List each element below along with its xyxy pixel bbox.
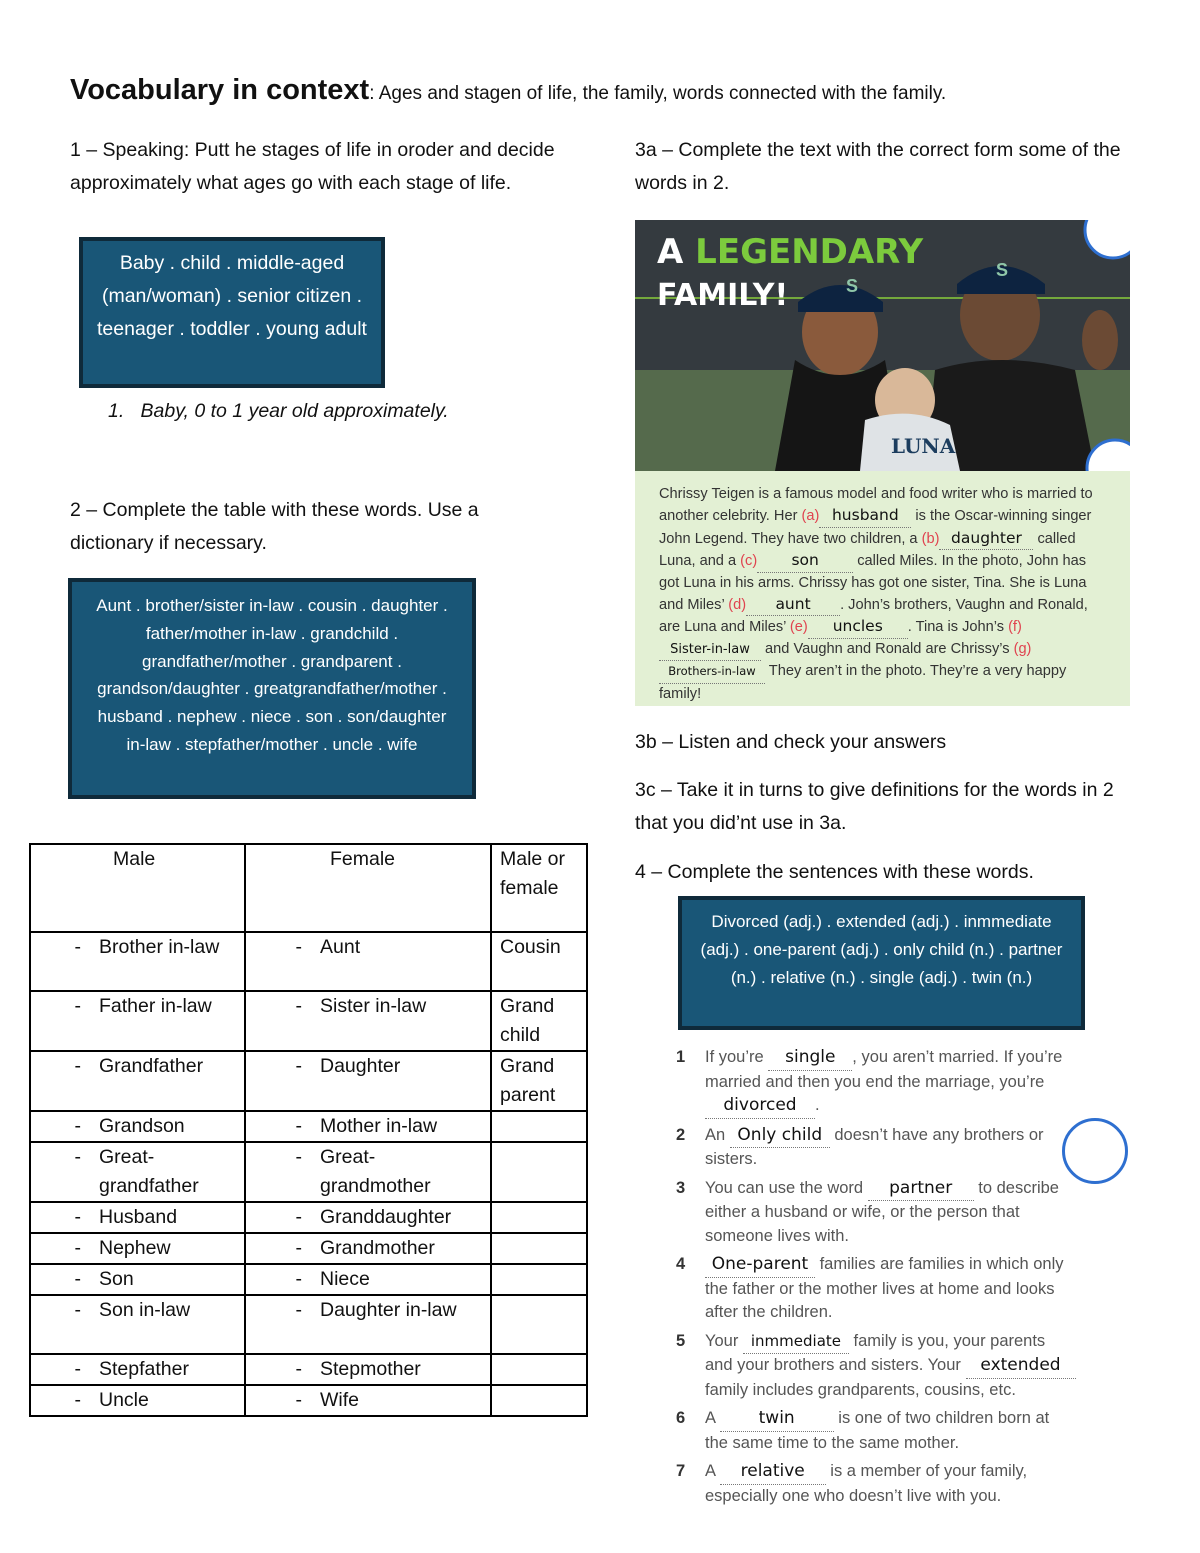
table-row xyxy=(30,1385,587,1416)
female-cell: Sister in-law xyxy=(320,995,427,1017)
dash: - xyxy=(295,1206,302,1228)
male-cell: Grandson xyxy=(99,1115,185,1137)
headline-legendary: LEGENDARY xyxy=(695,232,924,272)
answer: inmmediate xyxy=(743,1330,849,1355)
table-row xyxy=(30,1264,587,1295)
sentence-text: family includes grandparents, cousins, etc. xyxy=(705,1380,1016,1399)
female-cell: Stepmother xyxy=(320,1358,421,1380)
dash: - xyxy=(74,1237,81,1259)
headline-a: A xyxy=(657,232,684,272)
female-cell: Daughter in-law xyxy=(320,1299,457,1321)
ex1-answer xyxy=(108,400,449,423)
female-cell: Mother in-law xyxy=(320,1115,438,1137)
sentence-text: An xyxy=(705,1125,730,1144)
table-row xyxy=(30,932,587,991)
cap-logo: S xyxy=(996,260,1009,280)
male-cell: Nephew xyxy=(99,1237,171,1259)
answer-b: daughter xyxy=(939,528,1033,550)
page-title xyxy=(70,74,1150,107)
dash: - xyxy=(295,1389,302,1411)
female-cell: Grandmother xyxy=(320,1237,435,1259)
gap-letter: (a) xyxy=(801,508,820,525)
female-cell: Wife xyxy=(320,1389,359,1411)
female-cell: Granddaughter xyxy=(320,1206,452,1228)
dash: - xyxy=(74,1055,81,1077)
answer: partner xyxy=(868,1177,974,1202)
list-item xyxy=(676,1330,1076,1403)
ex3c-instruction: 3c – Take it in turns to give definitions for the words in 2 that you did’nt use in 3a. xyxy=(635,779,1114,834)
ex3a-instruction: 3a – Complete the text with the correct form some of the words in 2. xyxy=(635,139,1121,194)
list-item xyxy=(676,1124,1076,1172)
ex1-answer-text: Baby, 0 to 1 year old approximately. xyxy=(140,400,449,422)
header-female: Female xyxy=(330,848,396,870)
dash: - xyxy=(295,1146,302,1168)
dash: - xyxy=(74,1389,81,1411)
gap-letter: (f) xyxy=(1008,619,1022,636)
table-row xyxy=(30,1051,587,1111)
ex4-sentence-list xyxy=(676,1046,1076,1513)
sentence-text: If you’re xyxy=(705,1048,769,1066)
male-cell: Great-grandfather xyxy=(99,1146,199,1197)
gap-letter: (c) xyxy=(740,553,758,570)
male-cell: Son xyxy=(99,1268,134,1290)
answer-a: husband xyxy=(819,505,911,527)
ex4-word-box: Divorced (adj.) . extended (adj.) . inmmediate (adj.) . one-parent (adj.) . only child (n.) . partner (n.) . relative (n.) . single (adj.) . twin (n.) xyxy=(678,896,1085,1030)
sentence-text: A xyxy=(705,1409,720,1427)
male-cell: Son in-law xyxy=(99,1299,191,1321)
male-cell: Grandfather xyxy=(99,1055,204,1077)
ex3a-text-panel xyxy=(635,471,1130,706)
item-number: 1 xyxy=(676,1048,686,1066)
dash: - xyxy=(295,995,302,1017)
dash: - xyxy=(295,1237,302,1259)
item-number: 7 xyxy=(676,1462,686,1480)
answer: twin xyxy=(720,1407,834,1432)
answer-e: uncles xyxy=(808,616,908,638)
table-row xyxy=(30,1202,587,1233)
item-number: 5 xyxy=(676,1331,686,1350)
dash: - xyxy=(74,1268,81,1290)
sentence-text: is one of two children born at the same time to the same mother. xyxy=(705,1409,1050,1452)
answer-g: Brothers-in-law xyxy=(659,661,765,683)
ex2-instruction: 2 – Complete the table with these words. Use a dictionary if necessary. xyxy=(70,499,479,554)
text-part: called Miles. In the photo, John has got Luna in his arms. Chrissy has got one sister, Tina. She is Luna and Miles’ xyxy=(659,553,1087,614)
dash: - xyxy=(295,1055,302,1077)
family-photo xyxy=(635,220,1130,471)
headline-family: FAMILY! xyxy=(657,278,789,313)
title-rest: : Ages and stagen of life, the family, words connected with the family. xyxy=(369,83,947,104)
shirt-text: LUNA xyxy=(891,434,956,458)
female-cell: Aunt xyxy=(320,936,361,958)
answer: One-parent xyxy=(705,1253,815,1278)
item-number: 6 xyxy=(676,1409,686,1427)
sentence-text: . xyxy=(815,1096,820,1114)
answer: single xyxy=(768,1046,852,1071)
gap-letter: (g) xyxy=(1013,640,1032,657)
dash: - xyxy=(74,936,81,958)
answer: divorced xyxy=(705,1094,815,1119)
female-cell: Daughter xyxy=(320,1055,401,1077)
ex4-instruction: 4 – Complete the sentences with these words. xyxy=(635,861,1034,883)
table-row xyxy=(30,1142,587,1202)
table-row xyxy=(30,1111,587,1142)
item-number: 2 xyxy=(676,1125,686,1144)
ex1-word-box: Baby . child . middle-aged (man/woman) . senior citizen . teenager . toddler . young adult xyxy=(79,237,385,388)
text-part: called Luna, and a xyxy=(659,530,1076,570)
table-row xyxy=(30,991,587,1051)
sentence-text: is a member of your family, especially one who doesn’t live with you. xyxy=(705,1462,1028,1505)
cap-logo: S xyxy=(846,276,859,296)
answer-f: Sister-in-law xyxy=(659,639,761,661)
dash: - xyxy=(295,1358,302,1380)
sentence-text: to describe either a husband or wife, or the person that someone lives with. xyxy=(705,1178,1059,1245)
table-row xyxy=(30,1354,587,1385)
answer: Only child xyxy=(730,1124,830,1149)
sentence-text: families are families in which only the father or the mother lives at home and looks after the children. xyxy=(705,1255,1064,1321)
gap-letter: (b) xyxy=(921,530,940,547)
item-number: 4 xyxy=(676,1255,686,1273)
either-cell: Grand parent xyxy=(500,1055,556,1106)
female-cell: Niece xyxy=(320,1268,370,1290)
male-cell: Uncle xyxy=(99,1389,149,1411)
either-cell: Grand child xyxy=(500,995,555,1046)
dash: - xyxy=(74,1206,81,1228)
ex1-instruction: 1 – Speaking: Putt he stages of life in oroder and decide approximately what ages go with each stage of life. xyxy=(70,139,555,194)
family-table xyxy=(29,843,588,1417)
table-header-row xyxy=(30,844,587,932)
item-number: 3 xyxy=(676,1178,686,1197)
dash: - xyxy=(74,1146,81,1168)
answer-c: son xyxy=(757,550,853,572)
sentence-text: doesn’t have any brothers or sisters. xyxy=(705,1125,1044,1168)
dash: - xyxy=(74,1115,81,1137)
either-cell: Cousin xyxy=(500,936,561,958)
male-cell: Brother in-law xyxy=(99,936,220,958)
sentence-text: , you aren’t married. If you’re married and then you end the marriage, you’re xyxy=(705,1048,1063,1091)
list-item xyxy=(676,1460,1076,1508)
dash: - xyxy=(295,1115,302,1137)
dash: - xyxy=(74,1358,81,1380)
male-cell: Husband xyxy=(99,1206,178,1228)
text-part: They aren’t in the photo. They’re a very happy family! xyxy=(659,663,1067,702)
sentence-text: You can use the word xyxy=(705,1178,868,1197)
table-row xyxy=(30,1295,587,1354)
male-cell: Stepfather xyxy=(99,1358,189,1380)
ex2-word-box: Aunt . brother/sister in-law . cousin . daughter . father/mother in-law . grandchild . grandfather/mother . grandparent . grandson/daughter . greatgrandfather/mother . husband . nephew . niece . son . son/daughter in-law . stepfather/mother . uncle . wife xyxy=(68,578,476,799)
answer: relative xyxy=(720,1460,826,1485)
sentence-text: A xyxy=(705,1462,720,1480)
female-cell: Great-grandmother xyxy=(320,1146,431,1197)
list-item xyxy=(676,1046,1076,1119)
list-item xyxy=(676,1407,1076,1455)
dash: - xyxy=(295,936,302,958)
header-male-or-female: Male or female xyxy=(500,848,566,899)
headline-line1 xyxy=(657,232,923,272)
dash: - xyxy=(295,1268,302,1290)
text-part: . John’s brothers, Vaughn and Ronald, are Luna and Miles’ xyxy=(659,597,1088,636)
ex1-answer-number: 1. xyxy=(108,400,125,422)
list-item xyxy=(676,1253,1076,1325)
table-row xyxy=(30,1233,587,1264)
gap-letter: (e) xyxy=(789,619,808,636)
text-part: Chrissy Teigen is a famous model and food writer who is married to another celebrity. Her xyxy=(659,486,1093,525)
header-male: Male xyxy=(113,848,156,870)
text-part: and Vaughn and Ronald are Chrissy’s xyxy=(761,640,1014,657)
ex3b-instruction: 3b – Listen and check your answers xyxy=(635,731,947,753)
sentence-text: family is you, your parents and your brothers and sisters. Your xyxy=(705,1331,1046,1374)
text-part: . Tina is John’s xyxy=(907,619,1009,636)
answer: extended xyxy=(966,1354,1076,1379)
dash: - xyxy=(74,995,81,1017)
sentence-text: Your xyxy=(705,1331,743,1350)
list-item xyxy=(676,1177,1076,1249)
dash: - xyxy=(295,1299,302,1321)
text-part: is the Oscar-winning singer John Legend. They have two children, a xyxy=(659,508,1092,547)
title-bold: Vocabulary in context xyxy=(70,74,370,106)
dash: - xyxy=(74,1299,81,1321)
male-cell: Father in-law xyxy=(99,995,212,1017)
answer-d: aunt xyxy=(746,594,840,616)
gap-letter: (d) xyxy=(728,597,747,614)
